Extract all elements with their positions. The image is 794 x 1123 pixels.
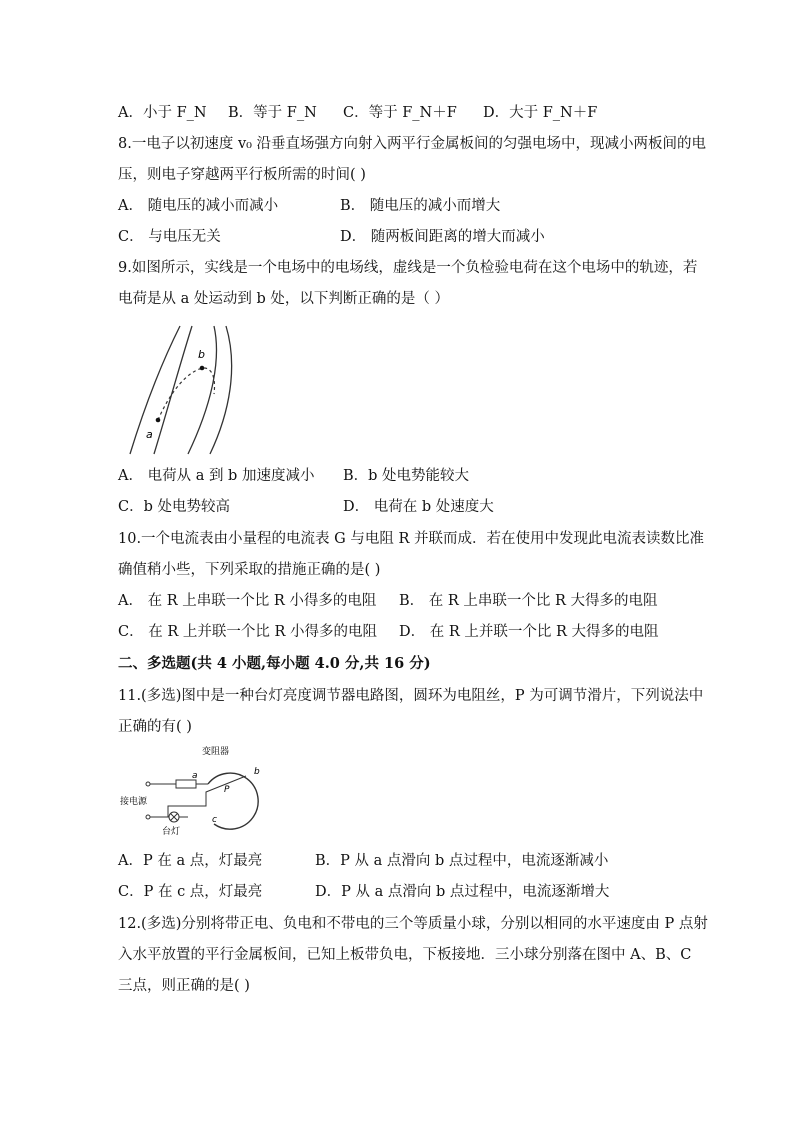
q10-option-d: D． 在 R 上并联一个比 R 大得多的电阻	[399, 624, 659, 640]
label-power: 接电源	[120, 797, 148, 807]
q7-option-d: D．大于 F_N＋F	[483, 105, 598, 121]
q8-option-c: C． 与电压无关	[118, 229, 221, 245]
q9-stem-line-2: 电荷是从 a 处运动到 b 处，以下判断正确的是（ ）	[118, 291, 449, 307]
q7-option-b: B．等于 F_N	[228, 105, 317, 121]
field-line-3	[188, 326, 216, 454]
slider-wire	[150, 776, 246, 817]
q8-option-a: A． 随电压的减小而减小	[118, 198, 279, 214]
q11-option-c: C．P 在 c 点，灯最亮	[118, 884, 263, 900]
q11-option-d: D．P 从 a 点滑向 b 点过程中，电流逐渐增大	[315, 884, 610, 900]
point-a	[156, 418, 161, 423]
section-title-multiple-choice: 二、多选题(共 4 小题,每小题 4.0 分,共 16 分)	[118, 655, 431, 672]
q9-option-a: A． 电荷从 a 到 b 加速度减小	[118, 468, 315, 484]
label-b: b	[254, 767, 260, 777]
q8-option-d: D． 随两板间距离的增大而减小	[340, 229, 545, 245]
q10-stem-line-1: 10.一个电流表由小量程的电流表 G 与电阻 R 并联而成．若在使用中发现此电流表读数比准	[118, 531, 704, 547]
label-rheostat: 变阻器	[202, 747, 230, 757]
q10-stem-line-2: 确值稍小些，下列采取的措施正确的是( )	[118, 562, 381, 578]
q10-option-b: B． 在 R 上串联一个比 R 大得多的电阻	[399, 593, 658, 609]
q9-option-d: D． 电荷在 b 处速度大	[343, 499, 494, 515]
q11-circuit-figure	[118, 744, 278, 836]
q12-stem-line-3: 三点，则正确的是( )	[118, 978, 250, 994]
label-lamp: 台灯	[162, 827, 181, 836]
q8-option-b: B． 随电压的减小而增大	[340, 198, 501, 214]
label-c: c	[212, 815, 217, 825]
q12-stem-line-2: 入水平放置的平行金属板间，已知上板带负电，下板接地．三小球分别落在图中 A、B、C	[118, 947, 692, 963]
point-b	[200, 366, 205, 371]
q9-field-line-figure	[118, 322, 248, 456]
label-b: b	[198, 348, 205, 361]
field-line-4	[210, 326, 232, 454]
q9-stem-line-1: 9.如图所示，实线是一个电场中的电场线，虚线是一个负检验电荷在这个电场中的轨迹，若	[118, 260, 698, 276]
q9-option-b: B．b 处电势能较大	[343, 468, 470, 484]
label-a: a	[146, 428, 153, 441]
q9-option-c: C．b 处电势较高	[118, 499, 230, 515]
q7-option-c: C．等于 F_N＋F	[343, 105, 457, 121]
q7-option-a: A．小于 F_N	[118, 105, 207, 121]
q10-option-c: C． 在 R 上并联一个比 R 小得多的电阻	[118, 624, 377, 640]
resistor	[176, 780, 196, 788]
q11-option-b: B．P 从 a 点滑向 b 点过程中，电流逐渐减小	[315, 853, 609, 869]
field-line-2	[154, 326, 192, 454]
q8-stem-line-2: 压，则电子穿越两平行板所需的时间( )	[118, 167, 366, 183]
q11-stem-line-2: 正确的有( )	[118, 719, 192, 735]
q8-stem-line-1: 8.一电子以初速度 v₀ 沿垂直场强方向射入两平行金属板间的匀强电场中，现减小两板间的电	[118, 136, 707, 152]
q10-option-a: A． 在 R 上串联一个比 R 小得多的电阻	[118, 593, 377, 609]
terminal-bottom	[146, 815, 150, 819]
label-a: a	[192, 771, 198, 781]
q11-stem-line-1: 11.(多选)图中是一种台灯亮度调节器电路图，圆环为电阻丝，P 为可调节滑片，下列说法中	[118, 688, 704, 704]
terminal-top	[146, 782, 150, 786]
q11-option-a: A．P 在 a 点，灯最亮	[118, 853, 263, 869]
label-p: P	[224, 785, 230, 795]
q12-stem-line-1: 12.(多选)分别将带正电、负电和不带电的三个等质量小球，分别以相同的水平速度由 P 点射	[118, 916, 708, 932]
